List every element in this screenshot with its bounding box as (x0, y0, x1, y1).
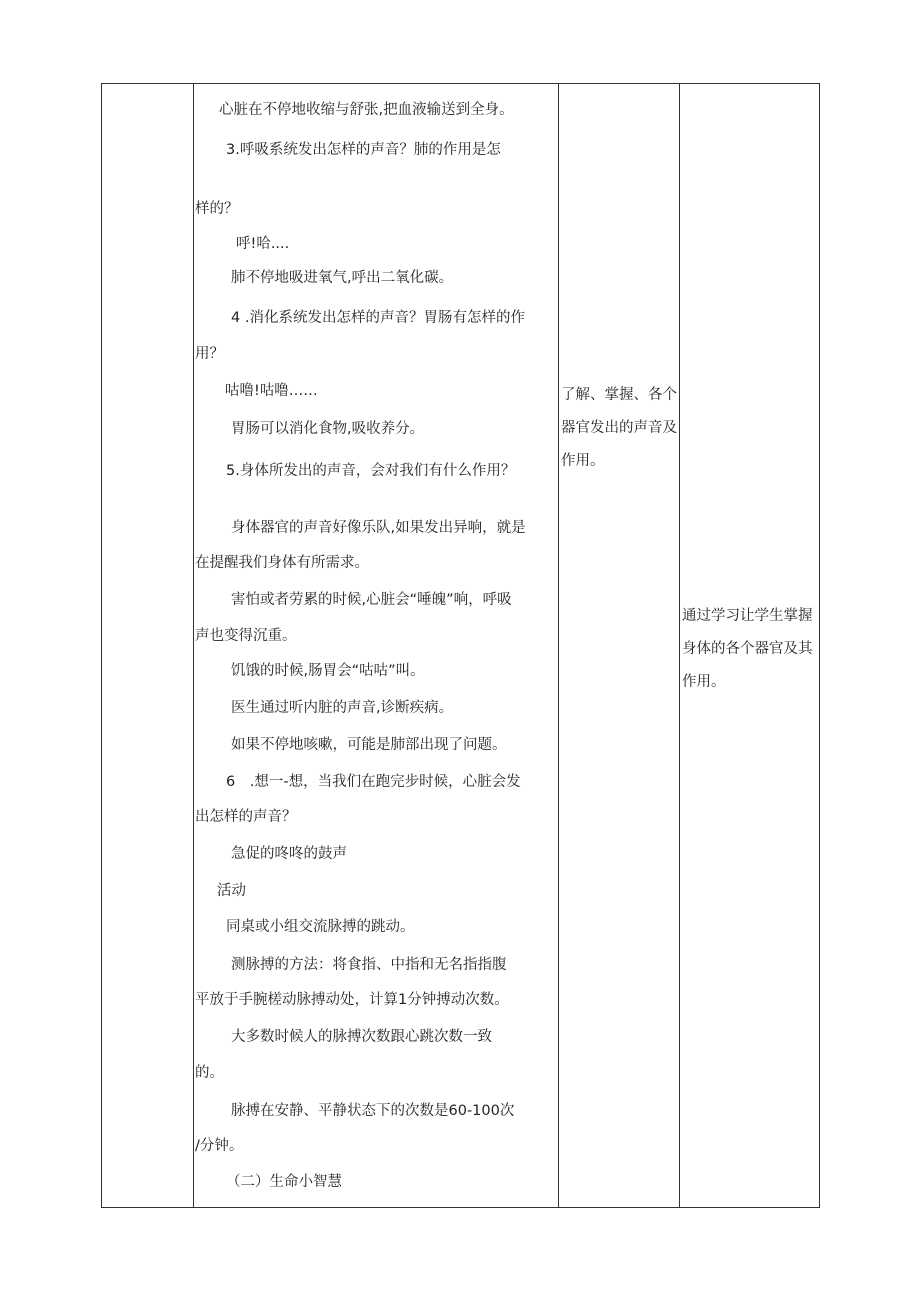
column-divider-3 (679, 84, 680, 1207)
content-line: 平放于手腕槎动脉搏动处，计算1分钟搏动次数。 (195, 992, 509, 1008)
content-line: 呼!哈.... (236, 236, 290, 252)
content-line: 用？ (195, 346, 224, 362)
content-line: 在提醒我们身体有所需求。 (195, 555, 369, 571)
content-line: 4 .消化系统发出怎样的声音？胃肠有怎样的作 (231, 310, 525, 326)
content-line: 测脉搏的方法：将食指、中指和无名指指腹 (231, 957, 507, 973)
content-line: 心脏在不停地收缩与舒张,把血液输送到全身。 (219, 102, 514, 118)
column-divider-1 (193, 84, 194, 1207)
content-line: 出怎样的声音？ (195, 809, 297, 825)
content-line: 医生通过听内脏的声音,诊断疾病。 (231, 700, 454, 716)
column-divider-2 (558, 84, 559, 1207)
content-line: 声也变得沉重。 (195, 628, 297, 644)
content-line: 6 .想一-想，当我们在跑完步时候，心脏会发 (226, 774, 521, 790)
content-line: 肺不停地吸进氧气,呼出二氧化碳。 (231, 270, 454, 286)
content-line: /分钟。 (195, 1138, 244, 1154)
content-line: 大多数时候人的脉搏次数跟心跳次数一致 (231, 1029, 492, 1045)
content-line: 5.身体所发出的声音，会对我们有什么作用？ (226, 463, 516, 479)
content-line: 脉搏在安静、平静状态下的次数是60-100次 (231, 1103, 515, 1119)
content-line: 同桌或小组交流脉搏的跳动。 (226, 919, 415, 935)
lesson-table (101, 83, 820, 1208)
content-line: 急促的咚咚的鼓声 (231, 846, 347, 862)
content-line: 如果不停地咳嗽，可能是肺部出现了问题。 (231, 737, 507, 753)
objective-cell: 了解、掌握、各个器官发出的声音及作用。 (561, 387, 677, 469)
content-line: 胃肠可以消化食物,吸收养分。 (231, 421, 425, 437)
content-line: 身体器官的声音好像乐队,如果发出异响，就是 (231, 520, 526, 536)
content-line: 3.呼吸系统发出怎样的声音？肺的作用是怎 (226, 142, 501, 158)
content-line: 活动 (217, 883, 246, 899)
content-line: 样的？ (195, 201, 239, 217)
content-line: 的。 (195, 1065, 224, 1081)
content-line: （二）生命小智慧 (226, 1174, 342, 1190)
content-line: 饥饿的时候,肠胃会“咕咕”叫。 (231, 663, 425, 679)
content-line: 害怕或者劳累的时候,心脏会“唾魄”响，呼吸 (231, 592, 512, 608)
content-line: 咕噜!咕噜…… (225, 383, 318, 399)
purpose-cell: 通过学习让学生掌握身体的各个器官及其作用。 (682, 608, 813, 690)
